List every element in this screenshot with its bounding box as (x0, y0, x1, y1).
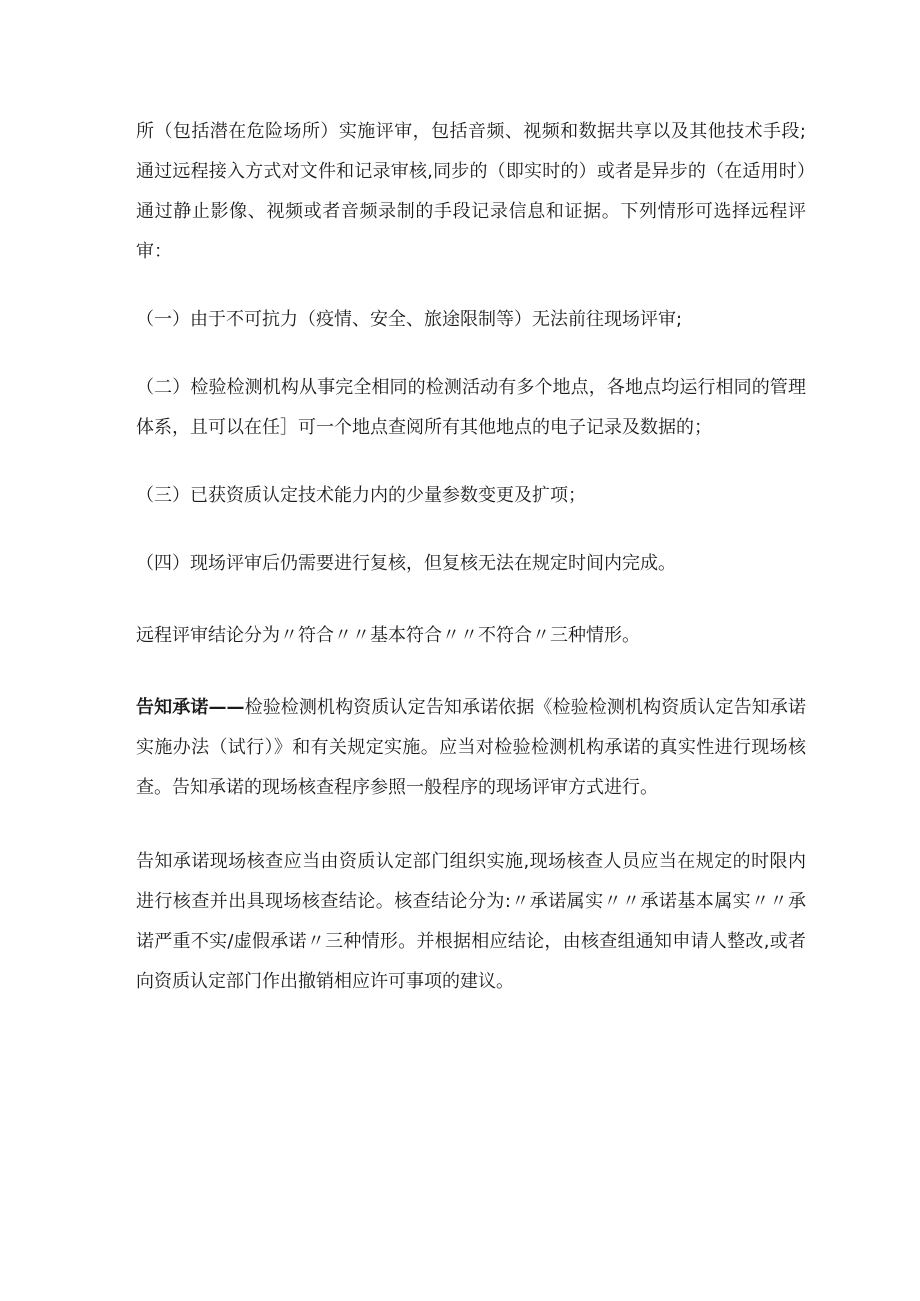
list-item-multiple-sites: （二）检验检测机构从事完全相同的检测活动有多个地点，各地点均运行相同的管理体系，且可以在任］可一个地点查阅所有其他地点的电子记录及数据的； (136, 377, 806, 438)
paragraph-remote-review-methods: 所（包括潜在危险场所）实施评审，包括音频、视频和数据共享以及其他技术手段;通过远程接入方式对文件和记录审核,同步的（即实时的）或者是异步的（在适用时）通过静止影像、视频或者音频录制的手段记录信息和证据。下列情形可选择远程评审： (136, 121, 806, 262)
notice-body: 检验检测机构资质认定告知承诺依据《检验检测机构资质认定告知承诺实施办法（试行）》和有关规定实施。应当对检验检测机构承诺的真实性进行现场核查。告知承诺的现场核查程序参照一般程序的现场评审方式进行。 (136, 697, 807, 798)
paragraph-remote-conclusion: 远程评审结论分为〃符合〃〃基本符合〃〃不符合〃三种情形。 (136, 625, 640, 646)
notice-heading: 告知承诺—— (136, 697, 245, 718)
list-item-parameter-changes: （三）已获资质认定技术能力内的少量参数变更及扩项； (136, 485, 586, 506)
list-item-recheck: （四）现场评审后仍需要进行复核，但复核无法在规定时间内完成。 (136, 553, 676, 574)
paragraph-onsite-verification: 告知承诺现场核查应当由资质认定部门组织实施,现场核查人员应当在规定的时限内进行核查并出具现场核查结论。核查结论分为:〃承诺属实〃〃承诺基本属实〃〃承诺严重不实/虚假承诺〃三种情形。并根据相应结论，由核查组通知申请人整改,或者向资质认定部门作出撤销相应许可事项的建议。 (136, 851, 806, 992)
list-item-force-majeure: （一）由于不可抗力（疫情、安全、旅途限制等）无法前往现场评审; (136, 309, 683, 330)
document-body (136, 112, 806, 1002)
paragraph-notice-commitment (136, 688, 806, 808)
